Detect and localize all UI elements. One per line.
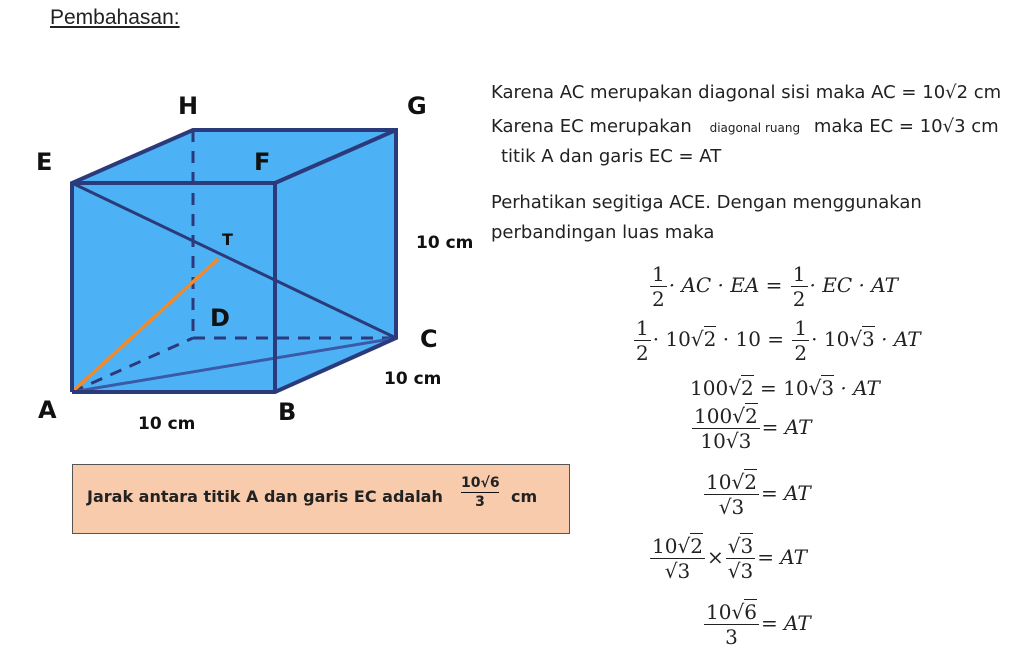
explanation-line-5: perbandingan luas maka: [491, 222, 715, 243]
explanation-line-4: Perhatikan segitiga ACE. Dengan menggunakan: [491, 192, 922, 213]
equation-6: $\frac{10√2}{√3}$ × $\frac{√3}{√3}$ = AT: [652, 534, 807, 583]
vertex-G: G: [407, 92, 427, 120]
explanation-line-2c: maka EC = 10√3 cm: [813, 116, 999, 137]
vertex-H: H: [178, 92, 199, 120]
equation-1: $\frac{1}{2}$ · AC · EA = $\frac{1}{2}$ · EC · AT: [652, 262, 898, 311]
dim-width: 10 cm: [138, 414, 196, 434]
page-heading: Pembahasan:: [50, 6, 180, 29]
answer-box: [72, 464, 570, 534]
vertex-A: A: [38, 396, 57, 424]
explanation-line-2: [491, 116, 999, 137]
cube-diagram: [0, 0, 480, 460]
equation-5: $\frac{10√2}{√3}$ = AT: [706, 470, 811, 519]
answer-text: Jarak antara titik A dan garis EC adalah: [87, 487, 443, 506]
vertex-C: C: [420, 325, 438, 353]
dim-height: 10 cm: [416, 233, 474, 253]
answer-denominator: 3: [475, 494, 485, 510]
explanation-line-1: Karena AC merupakan diagonal sisi maka AC = 10√2 cm: [491, 82, 1002, 103]
equation-2: $\frac{1}{2}$ · 10√2 · 10 = $\frac{1}{2}$ · 10√3 · AT: [636, 316, 921, 365]
equation-3: 100√2 = 10√3 · AT: [690, 376, 880, 400]
dim-depth: 10 cm: [384, 369, 442, 389]
equation-7: $\frac{10√6}{3}$ = AT: [706, 600, 811, 649]
vertex-D: D: [210, 304, 230, 332]
answer-numerator: 10√6: [461, 475, 500, 491]
vertex-F: F: [254, 148, 271, 176]
point-T: T: [222, 230, 233, 249]
vertex-E: E: [36, 148, 53, 176]
equation-4: $\frac{100√2}{10√3}$ = AT: [694, 404, 812, 453]
answer-unit: cm: [511, 487, 538, 506]
vertex-B: B: [278, 398, 297, 426]
explanation-line-2a: Karena EC merupakan: [491, 116, 692, 137]
answer-fraction: [461, 475, 499, 510]
explanation-line-2b: diagonal ruang: [709, 121, 801, 135]
explanation-line-3: titik A dan garis EC = AT: [501, 146, 722, 167]
